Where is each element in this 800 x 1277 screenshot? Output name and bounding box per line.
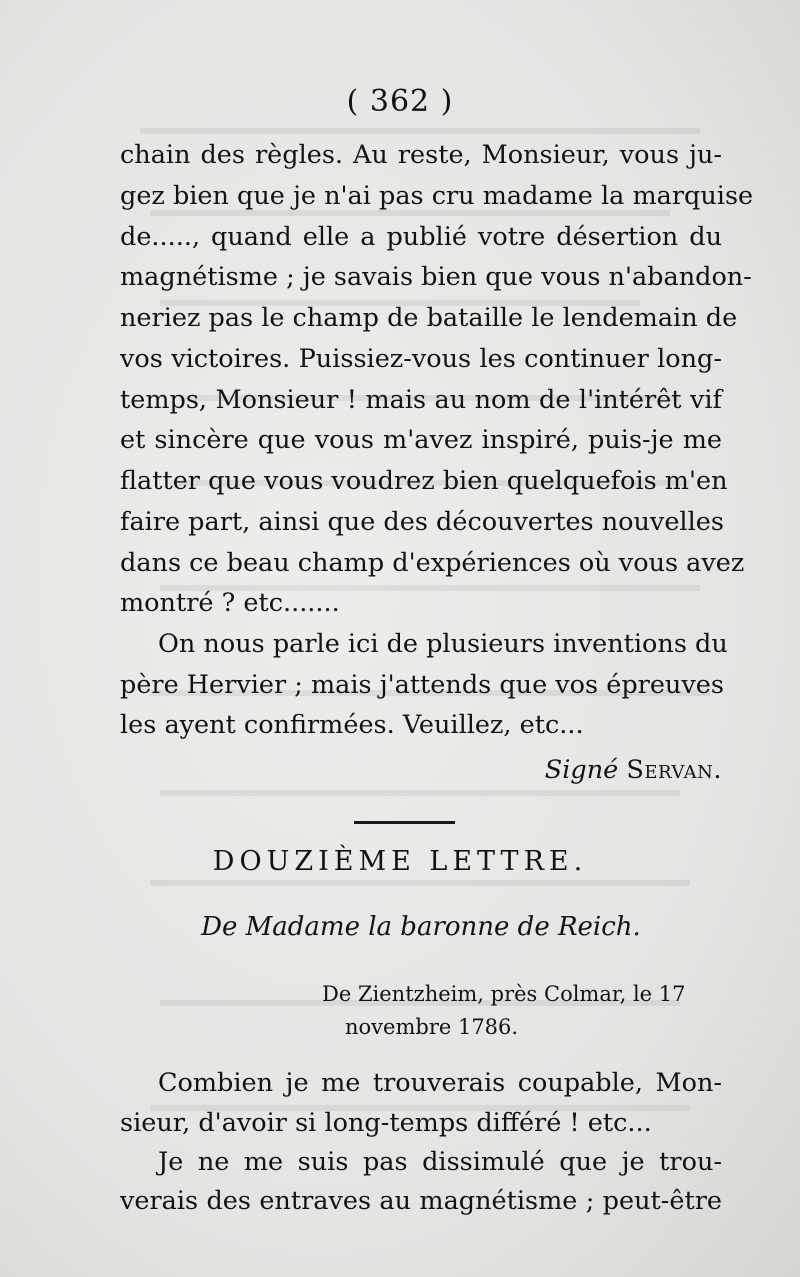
paragraph-line: On nous parle ici de plusieurs inventions du xyxy=(158,629,728,659)
paragraph-line: dans ce beau champ d'expériences où vous avez xyxy=(120,548,745,578)
paragraph-line: sieur, d'avoir si long-temps différé ! etc... xyxy=(120,1108,652,1138)
place-date-line: novembre 1786. xyxy=(345,1015,519,1039)
paragraph-line: montré ? etc....... xyxy=(120,588,340,618)
letter-heading: DOUZIÈME LETTRE. xyxy=(212,846,588,877)
paragraph-line: et sincère que vous m'avez inspiré, puis-je me xyxy=(120,425,722,455)
paragraph-line: de....., quand elle a publié votre désertion du xyxy=(120,222,722,252)
signature-word: Signé xyxy=(544,755,619,785)
paragraph-line: gez bien que je n'ai pas cru madame la marquise xyxy=(120,181,754,211)
place-date-line: De Zientzheim, près Colmar, le 17 xyxy=(322,982,686,1006)
paragraph-line: verais des entraves au magnétisme ; peut-être xyxy=(120,1186,722,1216)
page-number: ( 362 ) xyxy=(346,84,454,119)
paragraph-line: neriez pas le champ de bataille le lendemain de xyxy=(120,303,738,333)
paragraph-line: chain des règles. Au reste, Monsieur, vous ju- xyxy=(120,140,722,170)
paragraph-line: père Hervier ; mais j'attends que vos épreuves xyxy=(120,670,724,700)
paragraph-line: magnétisme ; je savais bien que vous n'abandon- xyxy=(120,262,752,292)
paragraph-line: Combien je me trouverais coupable, Mon- xyxy=(158,1068,722,1098)
paragraph-line: faire part, ainsi que des découvertes nouvelles xyxy=(120,507,724,537)
paragraph-line: vos victoires. Puissiez-vous les continuer long- xyxy=(120,344,722,374)
paragraph-line: les ayent confirmées. Veuillez, etc... xyxy=(120,710,584,740)
letter-subtitle: De Madame la baronne de Reich. xyxy=(201,912,641,942)
paragraph-line: temps, Monsieur ! mais au nom de l'intérêt vif xyxy=(120,385,722,415)
signature-name: Servan. xyxy=(626,755,722,785)
section-divider xyxy=(354,821,455,824)
paragraph-line: Je ne me suis pas dissimulé que je trou- xyxy=(158,1147,722,1177)
paragraph-line: flatter que vous voudrez bien quelquefois m'en xyxy=(120,466,728,496)
signature xyxy=(120,750,722,790)
